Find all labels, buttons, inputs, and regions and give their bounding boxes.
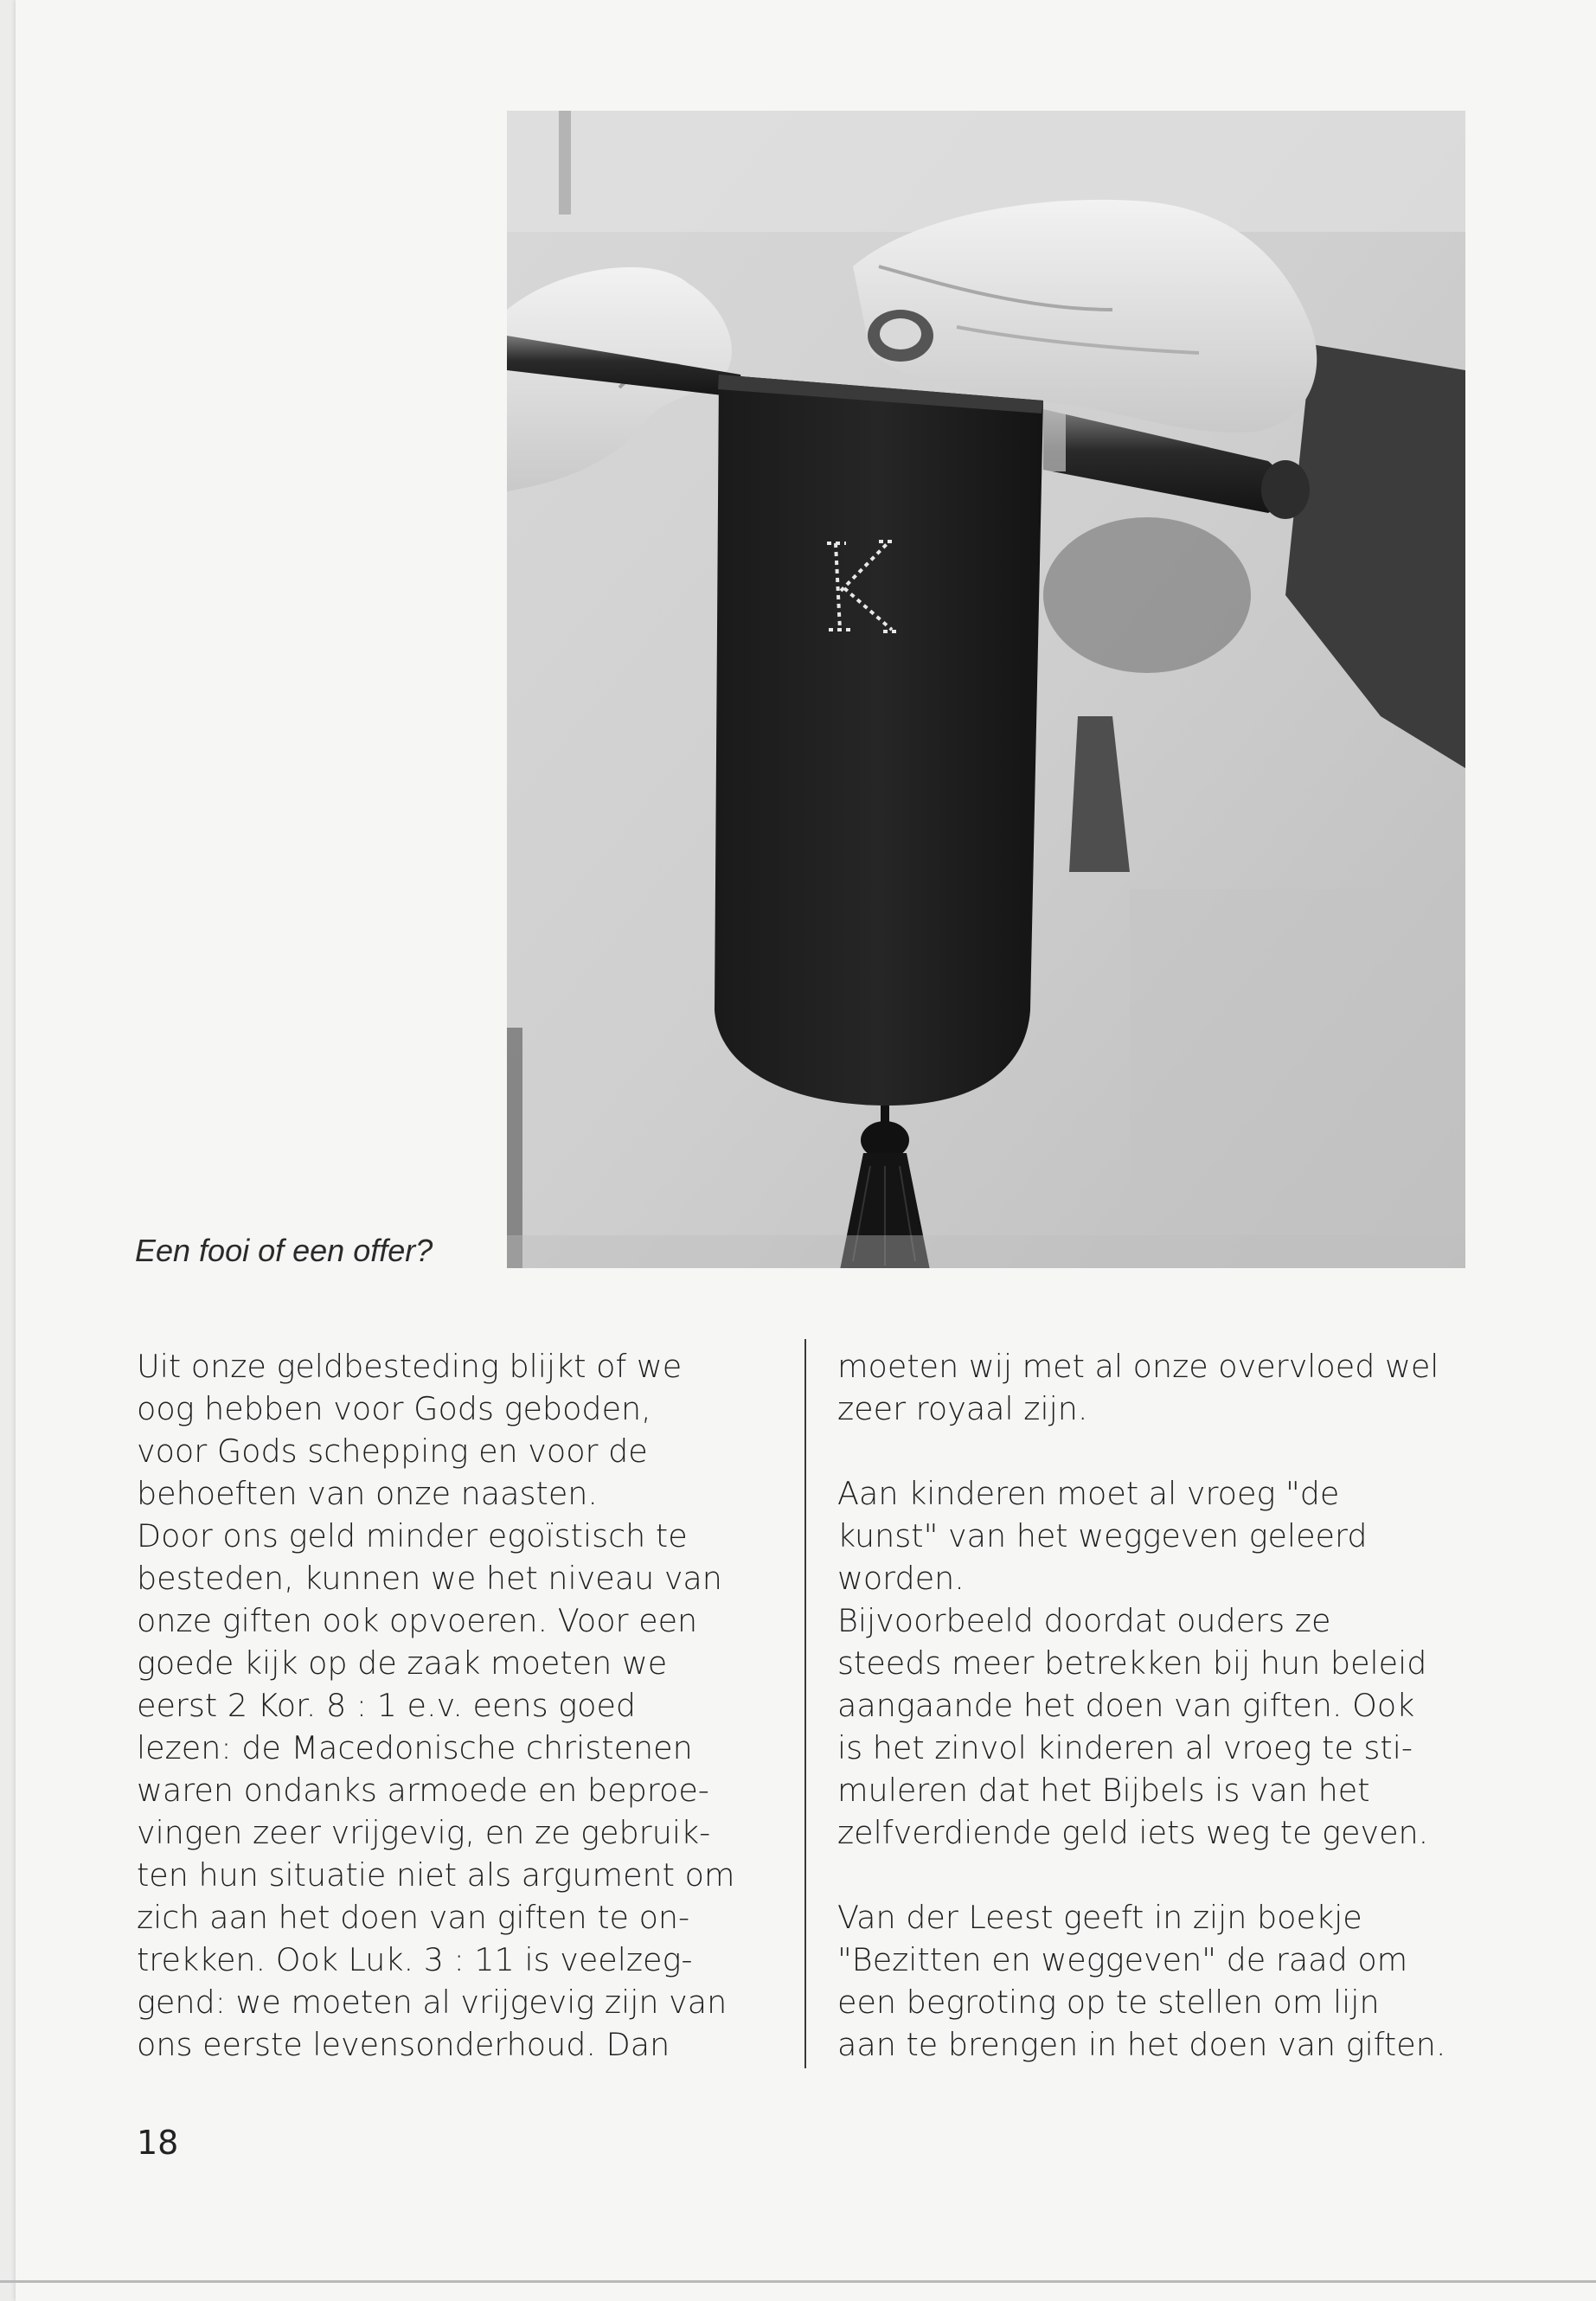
text-line: moeten wij met al onze overvloed wel	[837, 1348, 1439, 1385]
text-line: Van der Leest geeft in zijn boekje	[837, 1899, 1362, 1936]
text-line: kunst" van het weggeven geleerd	[837, 1517, 1368, 1554]
text-line: gend: we moeten al vrijgevig zijn van	[137, 1984, 727, 2021]
text-line: ons eerste levensonderhoud. Dan	[137, 2026, 670, 2063]
text-line: "Bezitten en weggeven" de raad om	[837, 1941, 1408, 1978]
text-line: muleren dat het Bijbels is van het	[837, 1772, 1370, 1809]
text-line: oog hebben voor Gods geboden,	[137, 1390, 651, 1427]
collection-bag-photo	[507, 111, 1465, 1268]
text-line: zeer royaal zijn.	[837, 1390, 1088, 1427]
text-line: zich aan het doen van giften te on-	[137, 1899, 690, 1936]
text-line: Uit onze geldbesteding blijkt of we	[137, 1348, 683, 1385]
text-line: voor Gods schepping en voor de	[137, 1433, 648, 1470]
text-line: waren ondanks armoede en beproe-	[137, 1772, 709, 1809]
text-line: aan te brengen in het doen van giften.	[837, 2026, 1446, 2063]
text-line: lezen: de Macedonische christenen	[137, 1729, 693, 1766]
page-number: 18	[137, 2124, 179, 2162]
text-line: een begroting op te stellen om lijn	[837, 1984, 1380, 2021]
text-line: goede kijk op de zaak moeten we	[137, 1644, 668, 1682]
paragraph-gap	[837, 1854, 1477, 1896]
text-line: steeds meer betrekken bij hun beleid	[837, 1644, 1427, 1682]
text-column-left	[137, 1345, 777, 2066]
text-line: Bijvoorbeeld doordat ouders ze	[837, 1602, 1331, 1639]
text-line: Aan kinderen moet al vroeg "de	[837, 1475, 1340, 1512]
text-line: Door ons geld minder egoïstisch te	[137, 1517, 688, 1554]
page-bottom-edge	[0, 2280, 1596, 2283]
text-line: aangaande het doen van giften. Ook	[837, 1687, 1415, 1724]
text-line: trekken. Ook Luk. 3 : 11 is veelzeg-	[137, 1941, 693, 1978]
photo-caption: Een fooi of een offer?	[135, 1233, 433, 1268]
book-page	[16, 0, 1596, 2301]
text-line: behoeften van onze naasten.	[137, 1475, 599, 1512]
text-column-right	[837, 1345, 1477, 2066]
text-line: is het zinvol kinderen al vroeg te sti-	[837, 1729, 1413, 1766]
text-line: worden.	[837, 1560, 965, 1597]
column-divider	[804, 1339, 806, 2068]
text-line: ten hun situatie niet als argument om	[137, 1856, 735, 1894]
text-line: besteden, kunnen we het niveau van	[137, 1560, 722, 1597]
text-line: onze giften ook opvoeren. Voor een	[137, 1602, 698, 1639]
paragraph-gap	[837, 1430, 1477, 1472]
text-line: eerst 2 Kor. 8 : 1 e.v. eens goed	[137, 1687, 637, 1724]
text-line: vingen zeer vrijgevig, en ze gebruik-	[137, 1814, 711, 1851]
text-line: zelfverdiende geld iets weg te geven.	[837, 1814, 1429, 1851]
